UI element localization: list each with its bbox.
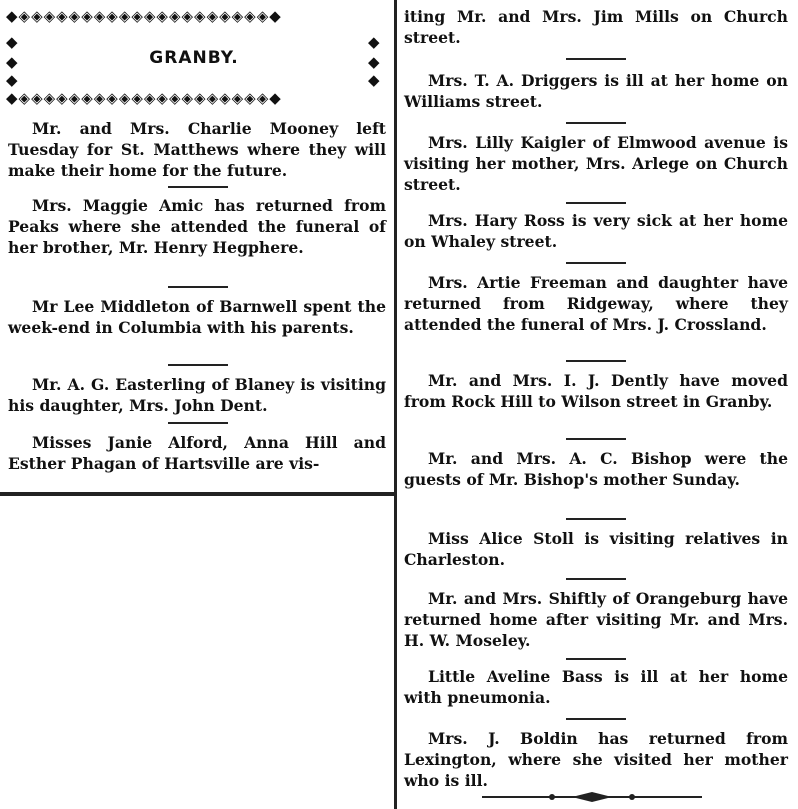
item-separator	[566, 438, 626, 440]
item-separator	[566, 518, 626, 520]
ornament-dot: ◆	[368, 53, 380, 71]
ornament-dot: ◆	[368, 33, 380, 51]
news-item: Mrs. Artie Freeman and daughter have returned from Ridgeway, where they attended the funeral of Mrs. J. Crossland.	[404, 273, 788, 334]
ornament-border-top: ◆◈◈◈◈◈◈◈◈◈◈◈◈◈◈◈◈◈◈◈◈◆	[6, 7, 282, 25]
news-item: Mrs. Hary Ross is very sick at her home on Whaley street.	[404, 211, 788, 251]
ornament-dot: ◆	[6, 33, 18, 51]
item-separator	[566, 262, 626, 264]
news-item: Misses Janie Alford, Anna Hill and Esther Phagan of Hartsville are vis-	[8, 433, 386, 473]
ornament-dot: ◆	[6, 53, 18, 71]
section-masthead	[6, 4, 382, 107]
item-separator	[566, 658, 626, 660]
item-separator	[566, 578, 626, 580]
news-item: Little Aveline Bass is ill at her home with pneumonia.	[404, 667, 788, 707]
news-item: Mr. A. G. Easterling of Blaney is visiting his daughter, Mrs. John Dent.	[8, 375, 386, 415]
ornament-border-bottom: ◆◈◈◈◈◈◈◈◈◈◈◈◈◈◈◈◈◈◈◈◈◆	[6, 89, 282, 107]
item-separator	[566, 122, 626, 124]
news-item: Mr. and Mrs. Shiftly of Orangeburg have returned home after visiting Mr. and Mrs. H. W. Moseley.	[404, 589, 788, 650]
item-separator	[566, 58, 626, 60]
item-separator	[168, 422, 228, 424]
news-item: Mrs. J. Boldin has returned from Lexington, where she visited her mother who is ill.	[404, 729, 788, 790]
news-item: Mr. and Mrs. A. C. Bishop were the guests of Mr. Bishop's mother Sunday.	[404, 449, 788, 489]
item-separator	[566, 360, 626, 362]
news-item: Mr. and Mrs. I. J. Dently have moved from Rock Hill to Wilson street in Granby.	[404, 371, 788, 411]
news-item: Mrs. Lilly Kaigler of Elmwood avenue is visiting her mother, Mrs. Arlege on Church street.	[404, 133, 788, 194]
left-column-bottom-rule	[0, 492, 394, 496]
ornament-dot: ◆	[6, 71, 18, 89]
news-item: Miss Alice Stoll is visiting relatives in Charleston.	[404, 529, 788, 569]
news-item: iting Mr. and Mrs. Jim Mills on Church street.	[404, 7, 788, 47]
news-item: Mrs. Maggie Amic has returned from Peaks where she attended the funeral of her brother, Mr. Henry Hegphere.	[8, 196, 386, 257]
item-separator	[566, 202, 626, 204]
news-item: Mr Lee Middleton of Barnwell spent the week-end in Columbia with his parents.	[8, 297, 386, 337]
column-divider	[394, 0, 397, 809]
item-separator	[566, 718, 626, 720]
section-heading: GRANBY.	[149, 48, 239, 68]
item-separator	[168, 186, 228, 188]
item-separator	[168, 286, 228, 288]
ornament-dot: ◆	[368, 71, 380, 89]
news-item: Mr. and Mrs. Charlie Mooney left Tuesday for St. Matthews where they will make their home for the future.	[8, 119, 386, 180]
end-ornament-rule	[482, 792, 702, 802]
news-item: Mrs. T. A. Driggers is ill at her home on Williams street.	[404, 71, 788, 111]
item-separator	[168, 364, 228, 366]
